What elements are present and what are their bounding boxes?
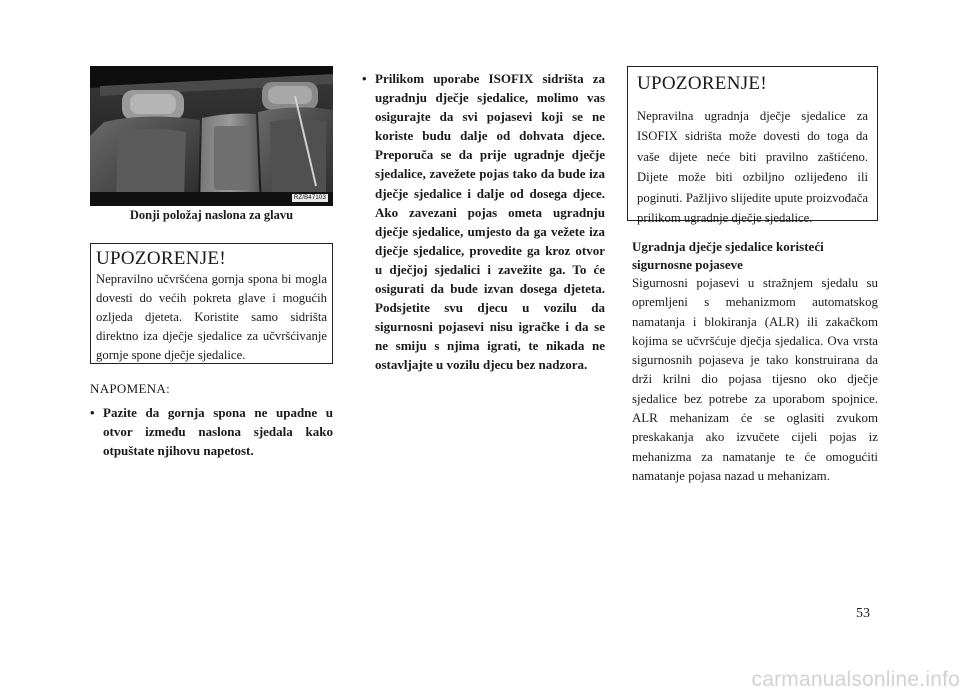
section-heading: Ugradnja dječje sjedalice koristeći sigurnosne pojaseve bbox=[632, 239, 824, 272]
bullet-text: Prilikom uporabe ISOFIX sidrišta za ugradnju dječje sjedalice, molimo vas osigurajte da svi pojasevi koji se ne koriste budu dalje od dohvata djece. Preporuča se da prije ugradnje dječje sjedalice, zavežete pojas tako da bude iza dječje sjedalice i dalje od dosega djece. Ako zavezani pojas ometa ugradnju dječje sjedalice, umjesto da ga vežete iza dječje sjedalice, provedite ga kroz otvor u dječjoj sjedalici i zavežite ga. To će osigurati da bude izvan dosega djeteta. Podsjetite svu djecu u vozilu da sigurnosni pojasevi nisu igračke i da se ne smiju s njima igrati, te nikada ne ostavljajte u vozilu djecu bez nadzora. bbox=[375, 71, 605, 373]
warning-box-isofix bbox=[627, 66, 878, 226]
warning-text: Nepravilna ugradnja dječje sjedalice za ISOFIX sidrišta može dovesti do toga da vaše dijete neće biti pravilno zaštićeno. Dijete može biti ozbiljno ozlijeđeno ili poginuti. Pažljivo slijedite upute proizvođača prilikom ugradnje dječje sjedalice. bbox=[637, 109, 868, 226]
page-number: 53 bbox=[856, 606, 870, 621]
bullet-dot: • bbox=[362, 71, 367, 86]
section-body: Sigurnosni pojasevi u stražnjem sjedalu su opremljeni s mehanizmom automatskog namatanja i blokiranja (ALR) ili zakačkom kojima se učvršćuje dječja sjedalica. Ova vrsta sigurnosnih pojaseva je tako konstruirana da drži krilni dio pojasa tijesno oko dječje sjedalice bez potrebe za uporabom spojnice. ALR mehanizam će se oglasiti zvukom preskakanja ako izvučete cijeli pojas iz mehanizma za namatanje te će omogućiti namatanje pojasa nazad u mehanizam. bbox=[632, 276, 878, 483]
warning-box-top-tether bbox=[90, 243, 333, 364]
rear-seat-headrest-photo bbox=[90, 66, 333, 206]
bullet-text: Pazite da gornja spona ne upadne u otvor između naslona sjedala kako otpuštate njihovu napetost. bbox=[103, 405, 333, 459]
note-bullet-isofix-belts bbox=[362, 69, 605, 375]
note-bullet-tether-gap bbox=[90, 403, 333, 460]
image-reference-code: RZ/B47103 bbox=[293, 195, 326, 201]
warning-title: UPOZORENJE! bbox=[637, 73, 767, 94]
warning-text: Nepravilno učvršćena gornja spona bi mogla dovesti do većih pokreta glave i mogućih ozljeda djeteta. Koristite samo sidrišta direktno iza dječje sjedalice za učvršćivanje gornje spone dječje sjedalice. bbox=[96, 272, 327, 362]
note-title: NAPOMENA: bbox=[90, 381, 170, 396]
watermark: carmanualsonline.info bbox=[751, 668, 960, 691]
bullet-dot: • bbox=[90, 405, 95, 420]
warning-title: UPOZORENJE! bbox=[96, 248, 226, 269]
figure-caption: Donji položaj naslona za glavu bbox=[129, 208, 294, 222]
rear-seat-illustration bbox=[90, 66, 333, 206]
